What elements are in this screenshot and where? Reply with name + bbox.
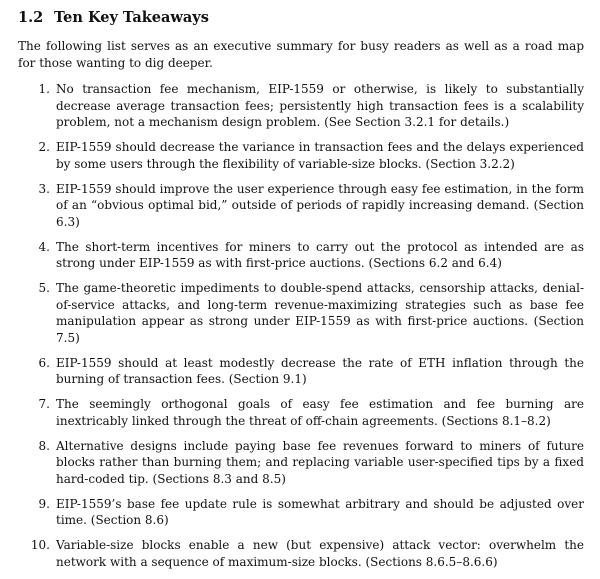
takeaway-text: EIP-1559 should at least modestly decrease the rate of ETH inflation through the burning of transaction fees. (Section 9.1) — [56, 355, 584, 386]
takeaway-number: 7. — [38, 397, 50, 411]
takeaway-number: 3. — [38, 181, 50, 196]
takeaway-text: Alternative designs include paying base fee revenues forward to miners of future blocks rather than burning them; and replacing variable user-specified tips by a fixed hard-coded tip. (Sections 8.3 and 8.5) — [56, 438, 584, 486]
takeaway-text: The short-term incentives for miners to carry out the protocol as intended are as strong under EIP-1559 as with first-price auctions. (Sections 6.2 and 6.4) — [56, 239, 584, 270]
takeaway-text: EIP-1559 should improve the user experience through easy fee estimation, in the form of an “obvious optimal bid,” outside of periods of rapidly increasing demand. (Section 6.3) — [56, 181, 584, 229]
takeaway-item — [18, 239, 584, 272]
section-number: 1.2 — [18, 9, 44, 26]
takeaway-item — [18, 280, 584, 346]
takeaway-text: Variable-size blocks enable a new (but expensive) attack vector: overwhelm the network with a sequence of maximum-size blocks. (Sections 8.6.5–8.6.6) — [56, 538, 584, 569]
takeaway-item — [18, 355, 584, 388]
takeaway-number: 1. — [38, 82, 50, 96]
takeaway-item — [18, 496, 584, 529]
takeaway-number: 2. — [38, 140, 50, 154]
section-title: Ten Key Takeaways — [54, 9, 209, 26]
takeaway-text: EIP-1559 should decrease the variance in transaction fees and the delays experienced by some users through the flexibility of variable-size blocks. (Section 3.2.2) — [56, 140, 584, 171]
takeaway-item — [18, 81, 584, 131]
takeaway-item — [18, 139, 584, 172]
takeaway-number: 8. — [38, 438, 50, 453]
takeaway-number: 6. — [38, 355, 50, 370]
takeaway-item — [18, 181, 584, 231]
takeaway-number: 9. — [38, 496, 50, 511]
takeaways-list — [18, 81, 584, 570]
document-page — [18, 8, 584, 579]
takeaway-text: No transaction fee mechanism, EIP-1559 or otherwise, is likely to substantially decrease average transaction fees; persistently high transaction fees is a scalability problem, not a mechanism design problem. (See Section 3.2.1 for details.) — [56, 82, 584, 129]
takeaway-text: EIP-1559’s base fee update rule is somewhat arbitrary and should be adjusted over time. (Section 8.6) — [56, 496, 584, 527]
intro-paragraph: The following list serves as an executive summary for busy readers as well as a road map for those wanting to dig deeper. — [18, 39, 584, 70]
takeaway-number: 5. — [38, 281, 50, 295]
takeaway-item — [18, 537, 584, 570]
takeaway-text: The seemingly orthogonal goals of easy fee estimation and fee burning are inextricably linked through the threat of off-chain agreements. (Sections 8.1–8.2) — [56, 397, 584, 428]
takeaway-number: 4. — [38, 239, 50, 254]
takeaway-number: 10. — [30, 538, 50, 552]
takeaway-text: The game-theoretic impediments to double-spend attacks, censorship attacks, denial-of-service attacks, and long-term revenue-maximizing strategies such as base fee manipulation appear as strong under EIP-1559 as with first-price auctions. (Section 7.5) — [56, 281, 584, 345]
section-heading — [18, 8, 584, 28]
takeaway-item — [18, 396, 584, 429]
takeaway-item — [18, 438, 584, 488]
